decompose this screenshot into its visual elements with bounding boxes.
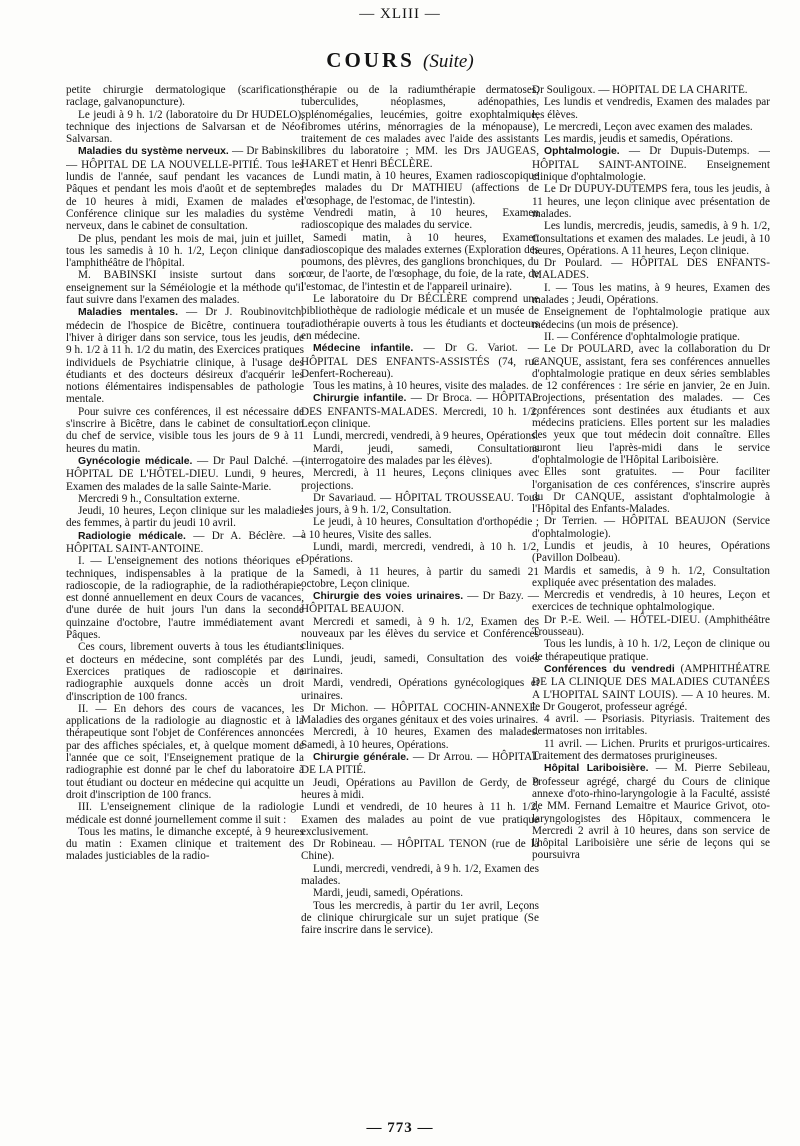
paragraph-text: — Dr Babinski. — HÔPITAL DE LA NOUVELLE-PITIÉ. Tous les lundis de l'année, sauf pendant les vacances de Pâques et pendant les mois d'août et de septembre, de 10 heures à midi, Examen de malades et Conférence clinique sur les maladies du système nerveux, dans le cabinet de consultation. xyxy=(66,145,304,233)
paragraph-text: I. — L'enseignement des notions théoriques et techniques, indispensables à la pratique de la radioscopie, de la radiographie, de la radiothérapie, est donné annuellement en deux Cours de vacances, d'une durée de huit jours l'un dans la seconde quinzaine d'octobre, l'autre immédiatement avant Pâques. xyxy=(66,555,304,642)
paragraph-text: Le mercredi, Leçon avec examen des malades. xyxy=(544,120,753,133)
paragraph xyxy=(301,863,539,888)
paragraph xyxy=(301,342,539,380)
paragraph-text: Tous les matins, le dimanche excepté, à 9 heures du matin : Examen clinique et traitement des malades justiciables de la radio- xyxy=(66,825,304,863)
paragraph-text: — Dr J. Roubinovitch, médecin de l'hospice de Bicêtre, continuera tout l'hiver à diriger dans son service, tous les jeudis, de 9 h. 1/2 à 11 h. 1/2 du matin, des Exercices pratiques individuels de Psychiatrie clinique, à l'usage des étudiants et des docteurs désireux d'acquérir les notions élémentaires indispensables de pathologie mentale. xyxy=(66,306,304,406)
paragraph xyxy=(301,777,539,802)
paragraph xyxy=(532,121,770,133)
paragraph xyxy=(301,392,539,430)
paragraph xyxy=(66,109,304,146)
page-title xyxy=(0,48,800,73)
section-heading: Chirurgie générale. xyxy=(313,752,409,764)
title-suffix: (Suite) xyxy=(423,51,474,72)
paragraph xyxy=(301,801,539,838)
paragraph-text: Tous les lundis, à 10 h. 1/2, Leçon de clinique ou de thérapeutique pratique. xyxy=(532,638,770,663)
paragraph xyxy=(66,703,304,801)
paragraph-text: Mercredis et vendredis, à 10 heures, Leçon et exercices de technique ophtalmologique. xyxy=(532,589,770,614)
paragraph xyxy=(301,616,539,653)
paragraph-text: Dr Terrien. — HÔPITAL BEAUJON (Service d'ophtalmologie). xyxy=(532,515,770,540)
paragraph xyxy=(66,145,304,232)
section-heading: Hôpital Lariboisière. xyxy=(544,763,649,775)
paragraph-text: Dr Savariaud. — HÔPITAL TROUSSEAU. Tous les jours, à 9 h. 1/2, Consultation. xyxy=(301,491,539,517)
paragraph xyxy=(532,638,770,663)
text-column-middle xyxy=(301,84,539,1094)
paragraph xyxy=(301,430,539,442)
paragraph xyxy=(532,306,770,331)
paragraph-text: petite chirurgie dermatologique (scarifications, raclage, galvanopuncture). xyxy=(66,84,304,109)
paragraph xyxy=(66,455,304,493)
paragraph-text: Samedi matin, à 10 heures, Examen radioscopique des malades externes (Exploration des poumons, des plèvres, des ganglions bronchiques, du cœur, de l'aorte, de l'œsophage, du foie, de la rate, de l'estomac, de l'intestin et de l'appareil urinaire). xyxy=(301,231,539,293)
paragraph xyxy=(301,653,539,678)
paragraph xyxy=(532,762,770,861)
section-heading: Maladies mentales. xyxy=(78,307,178,319)
paragraph-text: Mercredi et samedi, à 9 h. 1/2, Examen des nouveaux par les élèves du service et Conférences cliniques. xyxy=(301,615,539,653)
paragraph xyxy=(301,380,539,392)
section-heading: Radiologie médicale. xyxy=(78,530,186,542)
paragraph-text: Les mardis, jeudis et samedis, Opérations. xyxy=(544,133,733,146)
title-text: COURS xyxy=(326,48,415,72)
paragraph-text: Enseignement de l'ophtalmologie pratique aux médecins (un mois de présence). xyxy=(532,306,770,331)
paragraph xyxy=(532,614,770,639)
paragraph-text: Mardi, jeudi, samedi, Opérations. xyxy=(313,887,464,900)
paragraph-text: Le Dr DUPUY-DUTEMPS fera, tous les jeudis, à 11 heures, une leçon clinique avec présentation de malades. xyxy=(532,183,770,220)
paragraph xyxy=(301,467,539,492)
paragraph xyxy=(301,232,539,293)
paragraph xyxy=(301,207,539,232)
paragraph-text: Mercredi 9 h., Consultation externe. xyxy=(78,492,240,505)
paragraph-text: Jeudi, 10 heures, Leçon clinique sur les maladies des femmes, à partir du jeudi 10 avril. xyxy=(66,505,304,530)
paragraph-text: thérapie ou de la radiumthérapie dermatoses, tuberculides, néoplasmes, adénopathies, splénomégalies, leucémies, goitre exophtalmique, fibromes utérins, ménorragies de la ménopause), traitement de ces malades avec l'aide des assistants libres du laboratoire ; MM. les Drs JAUGEAS, HARET et Henri BÉCLÈRE. xyxy=(301,84,539,170)
section-heading: Conférences du vendredi xyxy=(544,663,675,675)
paragraph-text: 4 avril. — Psoriasis. Pityriasis. Traitement des dermatoses non irritables. xyxy=(532,713,770,738)
paragraph-text: II. — En dehors des cours de vacances, les applications de la radiologie au diagnostic et à la thérapeutique sont l'objet de Conférences annoncées par des affiches spéciales, et, à quelque moment de l'année que ce soit, l'Enseignement pratique de la radiographie est donné par le chef du laboratoire à tout étudiant ou docteur en médecine qui acquitte un droit d'inscription de 100 francs. xyxy=(66,702,304,801)
paragraph xyxy=(532,145,770,183)
paragraph-text: III. L'enseignement clinique de la radiologie médicale est donné journellement comme il suit : xyxy=(66,801,304,826)
paragraph xyxy=(532,257,770,282)
paragraph-text: Mercredi, à 10 heures, Examen des malades. Samedi, à 10 heures, Opérations. xyxy=(301,726,539,751)
paragraph-text: — Dr Bazy. — HÔPITAL BEAUJON. xyxy=(301,590,539,616)
paragraph xyxy=(301,492,539,517)
paragraph-text: Dr Robineau. — HÔPITAL TENON (rue de la Chine). xyxy=(301,838,539,863)
paragraph xyxy=(532,713,770,738)
paragraph xyxy=(532,96,770,121)
paragraph xyxy=(66,233,304,270)
paragraph-text: Lundi, jeudi, samedi, Consultation des voies urinaires. xyxy=(301,652,539,677)
paragraph xyxy=(532,183,770,220)
paragraph-text: Lundi matin, à 10 heures, Examen radioscopique des malades du Dr MATHIEU (affections de l'œsophage, de l'estomac, de l'intestin). xyxy=(301,170,539,207)
section-heading: Gynécologie médicale. xyxy=(78,455,193,467)
paragraph-text: Les lundis, mercredis, jeudis, samedis, à 9 h. 1/2, Consultations et examen des malades. Le jeudi, à 10 heures, Opérations. A 11 heures, Leçon clinique. xyxy=(532,220,770,257)
paragraph xyxy=(532,540,770,565)
paragraph-text: Pour suivre ces conférences, il est nécessaire de s'inscrire à Bicêtre, dans le cabinet de consultation du chef de service, visible tous les jours de 9 à 11 heures du matin. xyxy=(66,405,304,455)
text-column-left xyxy=(66,84,304,1094)
paragraph-text: — Dr Paul Dalché. — HÔPITAL DE L'HÔTEL-DIEU. Lundi, 9 heures, Examen des malades de la salle Sainte-Marie. xyxy=(66,454,304,493)
paragraph xyxy=(66,406,304,455)
paragraph xyxy=(301,443,539,468)
paragraph xyxy=(532,220,770,257)
paragraph xyxy=(532,738,770,763)
paragraph-text: — Dr Dupuis-Dutemps. — HÔPITAL SAINT-ANTOINE. Enseignement clinique d'ophtalmologie. xyxy=(532,145,770,184)
section-heading: Médecine infantile. xyxy=(313,343,414,355)
paragraph xyxy=(66,306,304,405)
paragraph-text: Mardis et samedis, à 9 h. 1/2, Consultation expliquée avec présentation des malades. xyxy=(532,564,770,589)
paragraph xyxy=(301,566,539,591)
paragraph-text: Tous les matins, à 10 heures, visite des malades. xyxy=(313,380,529,393)
paragraph xyxy=(532,282,770,307)
paragraph-text: Dr Michon. — HÔPITAL COCHIN-ANNEXE. Maladies des organes génitaux et des voies urinaires. xyxy=(301,701,539,727)
paragraph xyxy=(532,589,770,614)
paragraph xyxy=(532,565,770,590)
paragraph-text: — Dr G. Variot. — HÔPITAL DES ENFANTS-ASSISTÉS (74, rue Denfert-Rochereau). xyxy=(301,342,539,380)
paragraph xyxy=(532,663,770,713)
paragraph-text: Samedi, à 11 heures, à partir du samedi 21 octobre, Leçon clinique. xyxy=(301,565,539,590)
paragraph-text: Lundi, mercredi, vendredi, à 9 heures, Opérations. xyxy=(313,430,539,443)
paragraph-text: Le jeudi, à 10 heures, Consultation d'orthopédie ; à 10 heures, Visite des salles. xyxy=(301,516,539,541)
text-column-right xyxy=(532,84,770,1094)
paragraph xyxy=(532,466,770,515)
paragraph-text: — M. Pierre Sebileau, Professeur agrégé, chargé du Cours de clinique annexe d'oto-rhino-laryngologie à la Faculté, assisté de MM. Fernand Lemaitre et Maurice Grivot, oto-laryngologistes des Hôpitaux, commencera le Mercredi 2 avril à 10 heures, dans son service de l'hôpital Lariboisière une série de leçons qui se poursuivra xyxy=(532,762,770,862)
paragraph-text: Lundi et vendredi, de 10 heures à 11 h. 1/2, Examen des malades au point de vue pratique exclusivement. xyxy=(301,801,539,838)
paragraph xyxy=(532,331,770,343)
paragraph-text: De plus, pendant les mois de mai, juin et juillet, tous les samedis à 10 h. 1/2, Leçon clinique dans l'amphithéâtre de l'hôpital. xyxy=(66,232,304,270)
paragraph-text: Dr Poulard. — HÔPITAL DES ENFANTS-MALADES. xyxy=(532,257,770,282)
paragraph xyxy=(301,702,539,727)
paragraph xyxy=(301,170,539,207)
paragraph-text: Lundis et jeudis, à 10 heures, Opérations (Pavillon Dolbeau). xyxy=(532,539,770,565)
paragraph-text: Le jeudi à 9 h. 1/2 (laboratoire du Dr HUDELO), technique des injections de Salvarsan et de Néo-Salvarsan. xyxy=(66,108,304,146)
paragraph-text: Le Dr POULARD, avec la collaboration du Dr CANQUE, assistant, fera ses conférences annuelles d'ophtalmologie pratique en deux séries semblables de 12 conférences : 1re série en janvier, 2e en Juin. Projections, présentation des malades. — Ces conférences sont destinées aux étudiants et aux médecins praticiens. Elles portent sur les maladies des yeux que tout médecin doit connaître. Elles auront lieu l'après-midi dans le service d'ophtalmologie de l'Hôpital Lariboisière. xyxy=(532,343,770,466)
paragraph xyxy=(66,641,304,702)
paragraph-text: Ces cours, librement ouverts à tous les étudiants et docteurs en médecine, sont complétés par des Exercices pratiques de radioscopie et de radiographie auxquels donne accès un droit d'inscription de 100 francs. xyxy=(66,641,304,703)
paragraph xyxy=(66,801,304,826)
paragraph xyxy=(301,887,539,899)
paragraph xyxy=(66,530,304,556)
paragraph-text: Tous les mercredis, à partir du 1er avril, Leçons de clinique chirurgicale sur un sujet pratique (Se faire inscrire dans le service). xyxy=(301,899,539,937)
paragraph xyxy=(301,677,539,702)
paragraph xyxy=(301,516,539,541)
paragraph-text: Mardi, vendredi, Opérations gynécologiques et urinaires. xyxy=(301,677,539,702)
paragraph-text: Vendredi matin, à 10 heures, Examen radioscopique des malades du service. xyxy=(301,206,539,232)
paragraph-text: — Dr Arrou. — HÔPITAL DE LA PITIÉ. xyxy=(301,751,539,777)
paragraph xyxy=(301,541,539,566)
paragraph xyxy=(66,505,304,530)
roman-page-number: — XLIII — xyxy=(359,6,441,22)
section-heading: Maladies du système nerveux. xyxy=(78,146,229,158)
paragraph xyxy=(301,726,539,751)
paragraph xyxy=(66,493,304,505)
paragraph xyxy=(301,838,539,863)
paragraph xyxy=(66,555,304,641)
paragraph-text: 11 avril. — Lichen. Prurits et prurigos-urticaires. Traitement des dermatoses prurigineuses. xyxy=(532,737,770,763)
paragraph-text: (AMPHITHÉATRE DE LA CLINIQUE DES MALADIES CUTANÉES A L'HOPITAL SAINT LOUIS). — A 10 heures. M. le Dr Gougerot, professeur agrégé. xyxy=(532,662,770,713)
paragraph-text: Lundi, mercredi, vendredi, à 9 h. 1/2, Examen des malades. xyxy=(301,862,539,887)
paragraph xyxy=(66,269,304,306)
paragraph xyxy=(301,293,539,342)
paragraph-text: — Dr Broca. — HÔPITAL DES ENFANTS-MALADES. Mercredi, 10 h. 1/2, Leçon clinique. xyxy=(301,392,539,431)
paragraph-text: Mardi, jeudi, samedi, Consultations (interrogatoire des malades par les élèves). xyxy=(301,442,539,467)
paragraph-text: Jeudi, Opérations au Pavillon de Gerdy, de 9 heures à midi. xyxy=(301,776,539,801)
paragraph-text: Dr Souligoux. — HÔPITAL DE LA CHARITÉ. xyxy=(532,84,748,96)
paragraph xyxy=(532,84,770,96)
paragraph-text: Les lundis et vendredis, Examen des malades par les élèves. xyxy=(532,96,770,121)
page-number: — 773 — xyxy=(366,1120,434,1136)
section-heading: Ophtalmologie. xyxy=(544,146,620,158)
paragraph xyxy=(532,133,770,145)
paragraph-text: Elles sont gratuites. — Pour faciliter l'organisation de ces conférences, s'inscrire auprès du Dr CANQUE, assistant d'ophtalmologie à l'Hôpital des Enfants-Malades. xyxy=(532,466,770,516)
paragraph xyxy=(301,590,539,616)
paragraph xyxy=(301,751,539,777)
paragraph-text: I. — Tous les matins, à 9 heures, Examen des malades ; Jeudi, Opérations. xyxy=(532,281,770,307)
section-heading: Chirurgie infantile. xyxy=(313,393,407,405)
paragraph-text: Lundi, mardi, mercredi, vendredi, à 10 h. 1/2, Opérations. xyxy=(301,540,539,566)
paragraph xyxy=(66,826,304,863)
paragraph xyxy=(66,84,304,109)
paragraph xyxy=(301,900,539,937)
section-heading: Chirurgie des voies urinaires. xyxy=(313,591,464,603)
paragraph xyxy=(532,515,770,540)
paragraph xyxy=(301,84,539,170)
paragraph-text: — Dr A. Béclère. — HÔPITAL SAINT-ANTOINE. xyxy=(66,529,304,555)
paragraph-text: M. BABINSKI insiste surtout dans son enseignement sur la Séméiologie et la méthode qu'il faut suivre dans l'examen des malades. xyxy=(66,269,304,307)
paragraph xyxy=(532,343,770,466)
paragraph-text: Mercredi, à 11 heures, Leçons cliniques avec projections. xyxy=(301,467,539,492)
paragraph-text: II. — Conférence d'ophtalmologie pratique. xyxy=(544,330,740,343)
paragraph-text: Dr P.-E. Weil. — HÔTEL-DIEU. (Amphithéâtre Trousseau). xyxy=(532,613,770,639)
paragraph-text: Le laboratoire du Dr BÉCLÈRE comprend une bibliothèque de radiologie médicale et un musée de radiothérapie ouverts à tous les étudiants et docteurs en médecine. xyxy=(301,293,539,342)
